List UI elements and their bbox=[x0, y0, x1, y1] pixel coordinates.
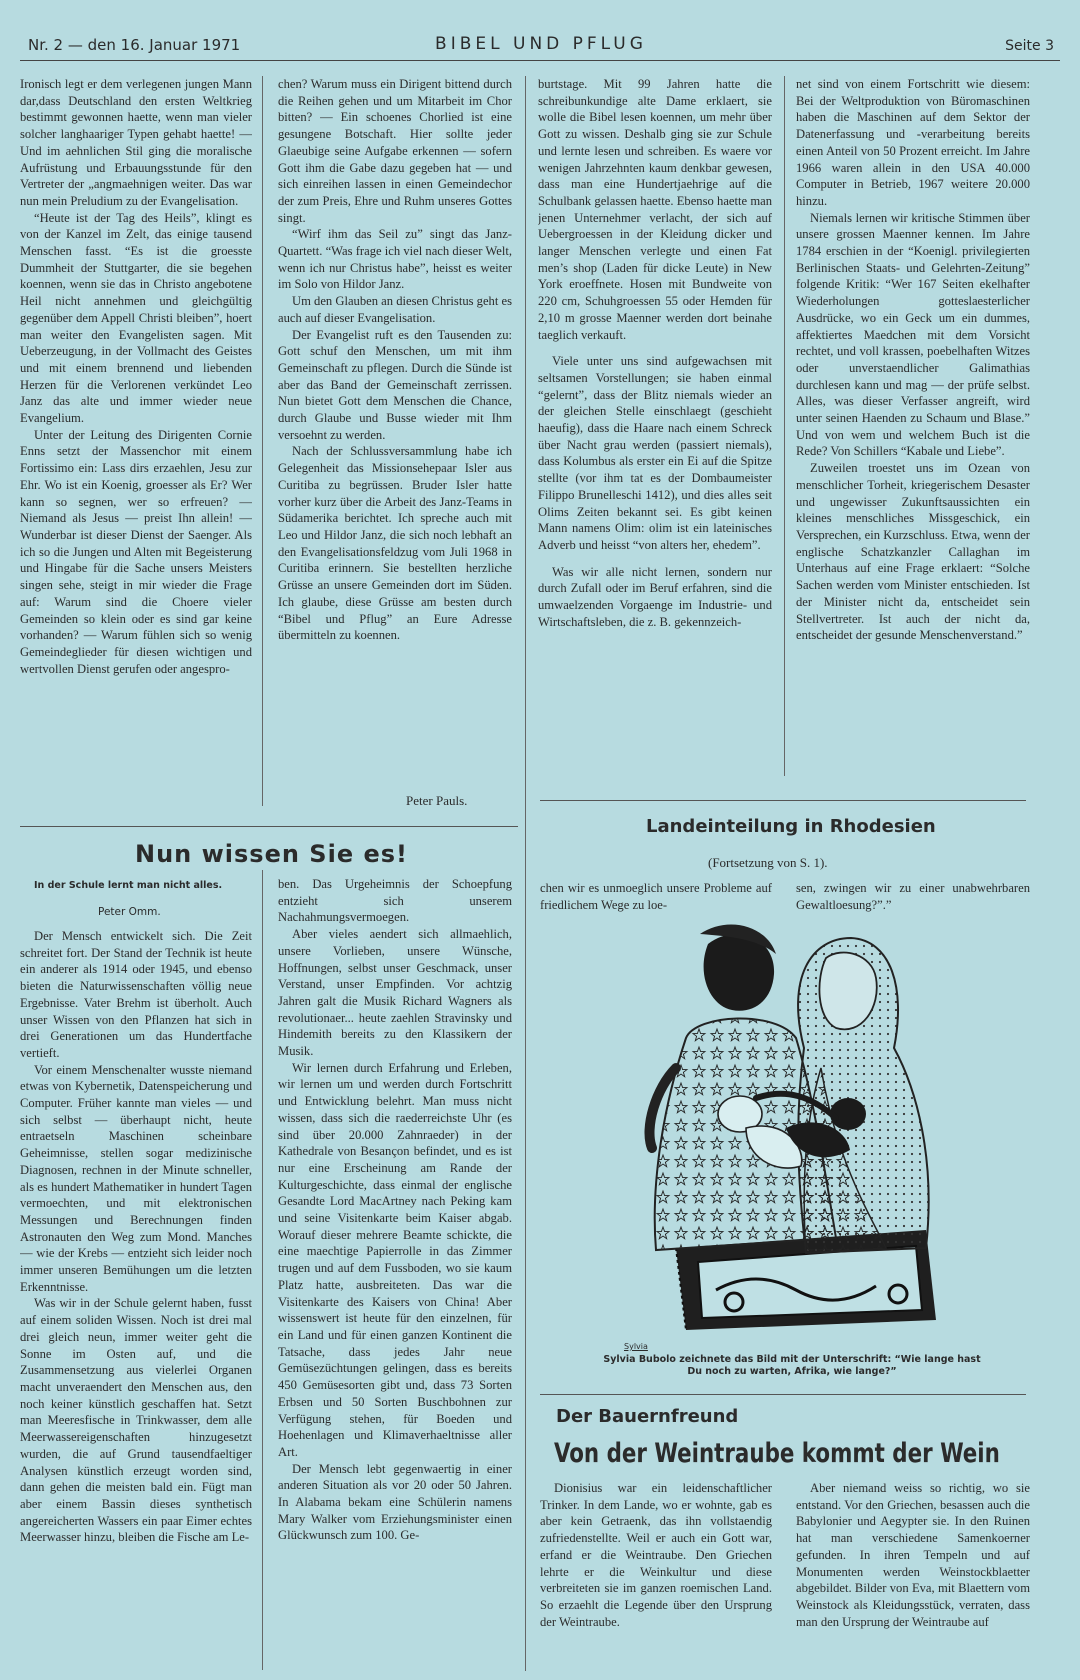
paragraph: net sind von einem Fortschritt wie diesem: Bei der Weltproduktion von Büromaschinen haben die Maschinen auf dem Sektor der Datenerfassung und -verarbeitung bereits einen Anteil von 50 Prozent erreicht. Im Jahre 1966 waren allein in den USA 40.000 Computer in Betrieb, 1967 weitere 20.000 hinzu. bbox=[796, 77, 1030, 208]
author-signature: Peter Pauls. bbox=[406, 793, 468, 808]
issue-date: Nr. 2 — den 16. Januar 1971 bbox=[28, 36, 241, 54]
paragraph: Vor einem Menschenalter wusste niemand etwas von Kybernetik, Datenspeicherung und Computer. Früher kannte man vieles — und sich selbst — überhaupt nicht, heute entraetseln Maschinen scheinbare Geheimnisse, stellen sogar medizinische Diagnosen, rechnen in der Minute schneller, als es hundert Mathematiker in hundert Tagen vermoechten, und mit elektronischen Messungen und Berechnungen finden Astronauten den Weg zum Mond. Manches — wie der Krebs — entzieht sich leider noch immer unseren Bemühungen um die letzten Erkenntnisse. bbox=[20, 1062, 252, 1294]
section-kicker-bauernfreund: Der Bauernfreund bbox=[556, 1406, 739, 1427]
section-rule bbox=[20, 826, 518, 827]
page-number: Seite 3 bbox=[1005, 38, 1054, 54]
paragraph: Aber niemand weiss so richtig, wo sie entstand. Vor den Griechen, besassen auch die Babylonier und Aegypter sie. In den Ruinen hat man verschiedene Samenkoerner gefunden. In ihren Tempeln und auf Monumenten werden Weinstockblaetter abgebildet. Bilder von Eva, mit Blaettern vom Weinstock als Kleidungsstück, verraten, dass man den Ursprung der Weintraube auf bbox=[796, 1481, 1030, 1629]
paragraph: burtstage. Mit 99 Jahren hatte die schreibunkundige alte Dame erklaert, sie wolle die Bibel lesen koennen, um mehr über Gott zu wissen. Deshalb ging sie zur Schule und lernte lesen und schreiben. Es waere vor wenigen Jahrzehnten kaum denkbar gewesen, dass man eine Hundertjaehrige auf die Schulbank gelassen haette. Ebenso haette man jenen Unternehmer verlacht, der sich auf Uebergroessen in der Kleidung dicker und langer Menschen verlegte und einen Fat men’s shop (Laden für dicke Leute) in New York eroeffnete. Hosen mit Bundweite von 220 cm, Schuhgroessen 55 oder Hemden für 2,10 m grosse Maenner werden dort beinahe taeglich verkauft. bbox=[538, 77, 772, 342]
land-col-left bbox=[540, 880, 772, 916]
column-divider bbox=[262, 870, 263, 1670]
nun-col-b bbox=[278, 876, 512, 1676]
byline: Peter Omm. bbox=[98, 906, 161, 918]
bauer-col-a bbox=[540, 1480, 772, 1670]
newspaper-title: BIBEL UND PFLUG bbox=[435, 34, 647, 54]
paragraph: Um den Glauben an diesen Christus geht es auch auf dieser Evangelisation. bbox=[278, 294, 512, 325]
column-divider bbox=[262, 76, 263, 806]
section-rule bbox=[540, 800, 1026, 801]
section-rule bbox=[540, 1394, 1026, 1395]
paragraph: Der Evangelist ruft es den Tausenden zu: Gott schuf den Menschen, um mit ihm Gemeinschaft zu pflegen. Durch die Sünde ist aber das Band der Gemeinschaft zerrissen. Nun bietet Gott dem Menschen die Chance, durch Glaube und Busse wieder mit Ihm versoehnt zu werden. bbox=[278, 327, 512, 442]
header-rule bbox=[20, 60, 1060, 61]
paragraph: Der Mensch lebt gegenwaertig in einer anderen Situation als vor 20 oder 50 Jahren. In Alabama bekam eine Schülerin namens Mary Walker vom Erziehungsminister einen Glückwunsch zum 100. Ge- bbox=[278, 1461, 512, 1543]
paragraph: Viele unter uns sind aufgewachsen mit seltsamen Vorstellungen; sie haben einmal “gelernt”, dass der Blitz niemals wieder an der gleichen Stelle einschlaegt (geschieht haeufig), dass die Haare nach einem Schreck über Nacht grau werden (passiert niemals), dass Kolumbus als erster ein Ei auf die Spitze stellte (vor ihm tat es der Dombaumeister Filippo Brunelleschi 1412), und dies alles seit Olims Zeiten bekannt sei. Es gibt keinen Mann namens Olim: olim ist ein lateinisches Adverb und heisst “von alters her, ehedem”. bbox=[538, 354, 772, 552]
article-col-1 bbox=[20, 76, 252, 812]
paragraph: Der Mensch entwickelt sich. Die Zeit schreitet fort. Der Stand der Technik ist heute ein anderer als 1914 oder 1945, und ebenso bieten die Naturwissenschaften völlig neue Ergebnisse. Vater Brehm ist überholt. Auch unser Wissen von den Pflanzen hat sich in drei Generationen um das Hundertfache vertieft. bbox=[20, 929, 252, 1060]
paragraph: chen? Warum muss ein Dirigent bittend durch die Reihen gehen und um Mitarbeit im Chor bitten? — Ein schoenes Chorlied ist eine gesungene Botschaft. Hier sollte jeder Glaeubige seine Aufgabe erkennen — sofern Gott ihm die Gabe dazu gegeben hat — und sich einreihen lassen in einen Gemeindechor der zum Preis, Ehre und Ruhm unseres Gottes singt. bbox=[278, 77, 512, 225]
paragraph: Was wir alle nicht lernen, sondern nur durch Zufall oder im Beruf erfahren, sind die umwaelzenden Vorgaenge im Industrie- und Wirtschaftsleben, die z. B. gekennzeich- bbox=[538, 564, 772, 629]
illustration-caption: Sylvia Bubolo zeichnete das Bild mit der Unterschrift: “Wie lange hast Du noch zu warten, Afrika, wie lange?” bbox=[603, 1354, 981, 1377]
paragraph: Unter der Leitung des Dirigenten Cornie Enns setzt der Massenchor mit einem Fortissimo ein: Lass dirs erzaehlen, Jesu zur Ehr. Wo ist ein Koenig, groesser als Er? Wer kann so segnen, wer so erfreuen? — Niemand als Jesus — preist Ihn allein! — Wunderbar ist dieser Dienst der Saenger. Als ich so die Jungen und Alten mit Begeisterung und Hingabe für die Sache unsers Meisters singen sehe, steigt in mir wieder die Frage auf: Warum sind die Choere vieler Gemeinden so klein oder es sind gar keine vorhanden? — Warum fühlen sich so wenig Gemeindeglieder für diesen wichtigen und wertvollen Dienst gerufen oder angespro- bbox=[20, 427, 252, 676]
paragraph: Niemals lernen wir kritische Stimmen über unsere grossen Maenner kennen. Im Jahre 1784 erschien in der “Koenigl. privilegierten Berlinischen Staats- und Gelehrten-Zeitung” folgende Kritik: “Wer 167 Seiten ekelhafter Wiederholungen gotteslaesterlicher Ausdrücke, wo ein Geck um ein dummes, affektiertes Maedchen mit dem Vorsicht rechtet, und voll krassen, poebelhaften Witzes oder unverstaendlicher Galimathias durchlesen kann und mag — der prüfe selbst. Alles, was dieser Verfasser angreift, wird unter seinen Haenden zu Schaum und Blase.” Und von wem und welchem Buch ist die Rede? Von Schillers “Kabale und Liebe”. bbox=[796, 210, 1030, 459]
paragraph: Ironisch legt er dem verlegenen jungen Mann dar,dass Deutschland den ersten Weltkrieg bestimmt gewonnen haette, wenn man vieler solcher langhaariger Typen gehabt haette! — Und im aehnlichen Stil ging die moralische Aufrüstung und Erbauungsstunde für den Vertreter der „angmaehnigen weiter. Das war nun mein Preludium zu der Evangelisation. bbox=[20, 77, 252, 208]
paragraph: Wir lernen durch Erfahrung und Erleben, wir lernen um und werden durch Fortschritt und Entwicklung belehrt. Man muss nicht wissen, dass sich die raederreichste Uhr (es sind über 20.000 Zahnraeder) in der Kathedrale von Besançon befindet, und es ist nur eine Erscheinung am Rande der Kulturgeschichte, dass einmal der englische Gesandte Lord MacArtney nach Peking kam und seine Visitenkarte beim Kaiser abgab. Worauf dieser mehrere Beamte schickte, die eine maechtige Papierrolle in das Zimmer trugen und auf dem Fussboden, wo sie kaum Platz hatte, ausbreiteten. Das war die Visitenkarte des Kaisers von China! Aber wissenswert ist heute für den einzelnen, für ein Land und für einen ganzen Kontinent die Tatsache, dass jedes Jahr neue Gemüsezüchtungen gelingen, dass es bereits 450 Gemüsesorten gibt und, dass 73 Sorten Erbsen und 50 Sorten Buschbohnen zur Verfügung stehen, für Boeden und Hoehenlagen und Klimaverhaeltnisse aller Art. bbox=[278, 1060, 512, 1459]
paragraph: Aber vieles aendert sich allmaehlich, unsere Vorlieben, unsere Wünsche, Hoffnungen, selbst unser Geschmack, unser Verstand, unser Empfinden. Vor achtzig Jahren galt die Musik Richard Wagners als revolutionaer... heute zaehlen Stravinsky und Hindemith bereits zu den Klassikern der Musik. bbox=[278, 927, 512, 1059]
paragraph: Zuweilen troestet uns im Ozean von menschlicher Torheit, kriegerischem Desaster und ungewisser Zukunftsaussichten ein kleines menschliches Missgeschick, ein Versprechen, ein Kurzschluss. Etwa, wenn der englische Schatzkanzler Callaghan im Unterhaus auf eine Frage erklaert: “Solche Sachen werden vom Minister entschieden. Ist der Minister nicht da, entscheidet sein Stellvertreter. Ist auch der nicht da, entscheidet der gesunde Menschenverstand.” bbox=[796, 461, 1030, 643]
article-col-2 bbox=[278, 76, 512, 781]
paragraph: chen wir es unmoeglich unsere Probleme auf friedlichem Wege zu loe- bbox=[540, 881, 772, 912]
illustration-mothers-and-children bbox=[636, 918, 966, 1338]
paragraph: “Heute ist der Tag des Heils”, klingt es von der Kanzel im Zelt, das einige tausend Menschen fasst. “Es ist die groesste Dummheit der Stuttgarter, die sie begehen koennen, wenn sie das in Christo angebotene Heil nicht annehmen und gleichgültig gegenüber dem Appell Christi bleiben”, hoert man weiter den Evangelisten sagen. Mit Ueberzeugung, in der Vollmacht des Geistes und mit einem brennend und liebenden Herzen für die Verlorenen verkündet Leo Janz das alte und immer wieder neue Evangelium. bbox=[20, 210, 252, 426]
nun-col-a bbox=[20, 928, 252, 1676]
bauer-col-b bbox=[796, 1480, 1030, 1670]
headline-weintraube: Von der Weintraube kommt der Wein bbox=[554, 1438, 1000, 1469]
headline-nun-wissen: Nun wissen Sie es! bbox=[135, 840, 408, 868]
land-col-right bbox=[796, 880, 1030, 916]
paragraph: ben. Das Urgeheimnis der Schoepfung entzieht sich unserem Nachahmungsvermoegen. bbox=[278, 877, 512, 925]
column-divider bbox=[784, 76, 785, 776]
paragraph: Nach der Schlussversammlung habe ich Gelegenheit das Missionsehepaar Isler aus Curitiba zu begrüssen. Bruder Isler hatte vorher kurz über die Arbeit des Janz-Teams in Südamerika berichtet. Ich spreche auch mit Leo und Hildor Janz, die sich noch lebhaft an den Evangelisationsfeldzug vom Juli 1968 in Curitiba erinnern. Sie bestellten herzliche Grüsse an unsere Gemeinden dort im Süden. Ich glaube, diese Grüsse am besten durch “Bibel und Pflug” an Eure Adresse übermitteln zu koennen. bbox=[278, 444, 512, 643]
paragraph: “Wirf ihm das Seil zu” singt das Janz-Quartett. “Was frage ich viel nach dieser Welt, wenn ich nur Christus habe”, heisst es weiter im Solo von Hildor Janz. bbox=[278, 227, 512, 292]
paragraph: Was wir in der Schule gelernt haben, fusst auf einem soliden Wissen. Noch ist drei mal drei gleich neun, immer weiter geht die Sonne im Osten auf, und die Zusammensetzung aus vielerlei Organen macht unveraendert den Menschen aus, den noch keiner künstlich geschaffen hat. Setzt man Meeresfische in Trinkwasser, dem alle Meerwassereigenschaften hinzugesetzt wurden, die auf Grund tausendfaeltiger Analysen künstlich erzeugt worden sind, dann gehen die meisten bald ein. Fügt man aber einem Bassin dieses synthetisch angereicherten Wassers ein paar Eimer echtes Meerwasser hinzu, bleiben die Fische am Le- bbox=[20, 1296, 252, 1545]
continuation-note: (Fortsetzung von S. 1). bbox=[708, 855, 828, 870]
article-col-4 bbox=[796, 76, 1030, 776]
artist-signature-mark: Sylvia bbox=[624, 1342, 648, 1351]
column-divider bbox=[525, 76, 526, 1671]
headline-landeinteilung: Landeinteilung in Rhodesien bbox=[646, 816, 936, 837]
subheadline: In der Schule lernt man nicht alles. bbox=[34, 880, 223, 891]
paragraph: sen, zwingen wir zu einer unabwehrbaren Gewaltloesung?”.” bbox=[796, 881, 1030, 912]
paragraph: Dionisius war ein leidenschaftlicher Trinker. In dem Lande, wo er wohnte, gab es aber kein Getraenk, das ihn vollstaendig zufriedenstellte. Weil er auch ein Gott war, erfand er die Weintraube. Den Griechen lehrte er die Weinkultur und diese verbreiteten sie im ganzen roemischen Land. So erzaehlt die Legende über den Ursprung der Weintraube. bbox=[540, 1481, 772, 1629]
article-col-3 bbox=[538, 76, 772, 776]
